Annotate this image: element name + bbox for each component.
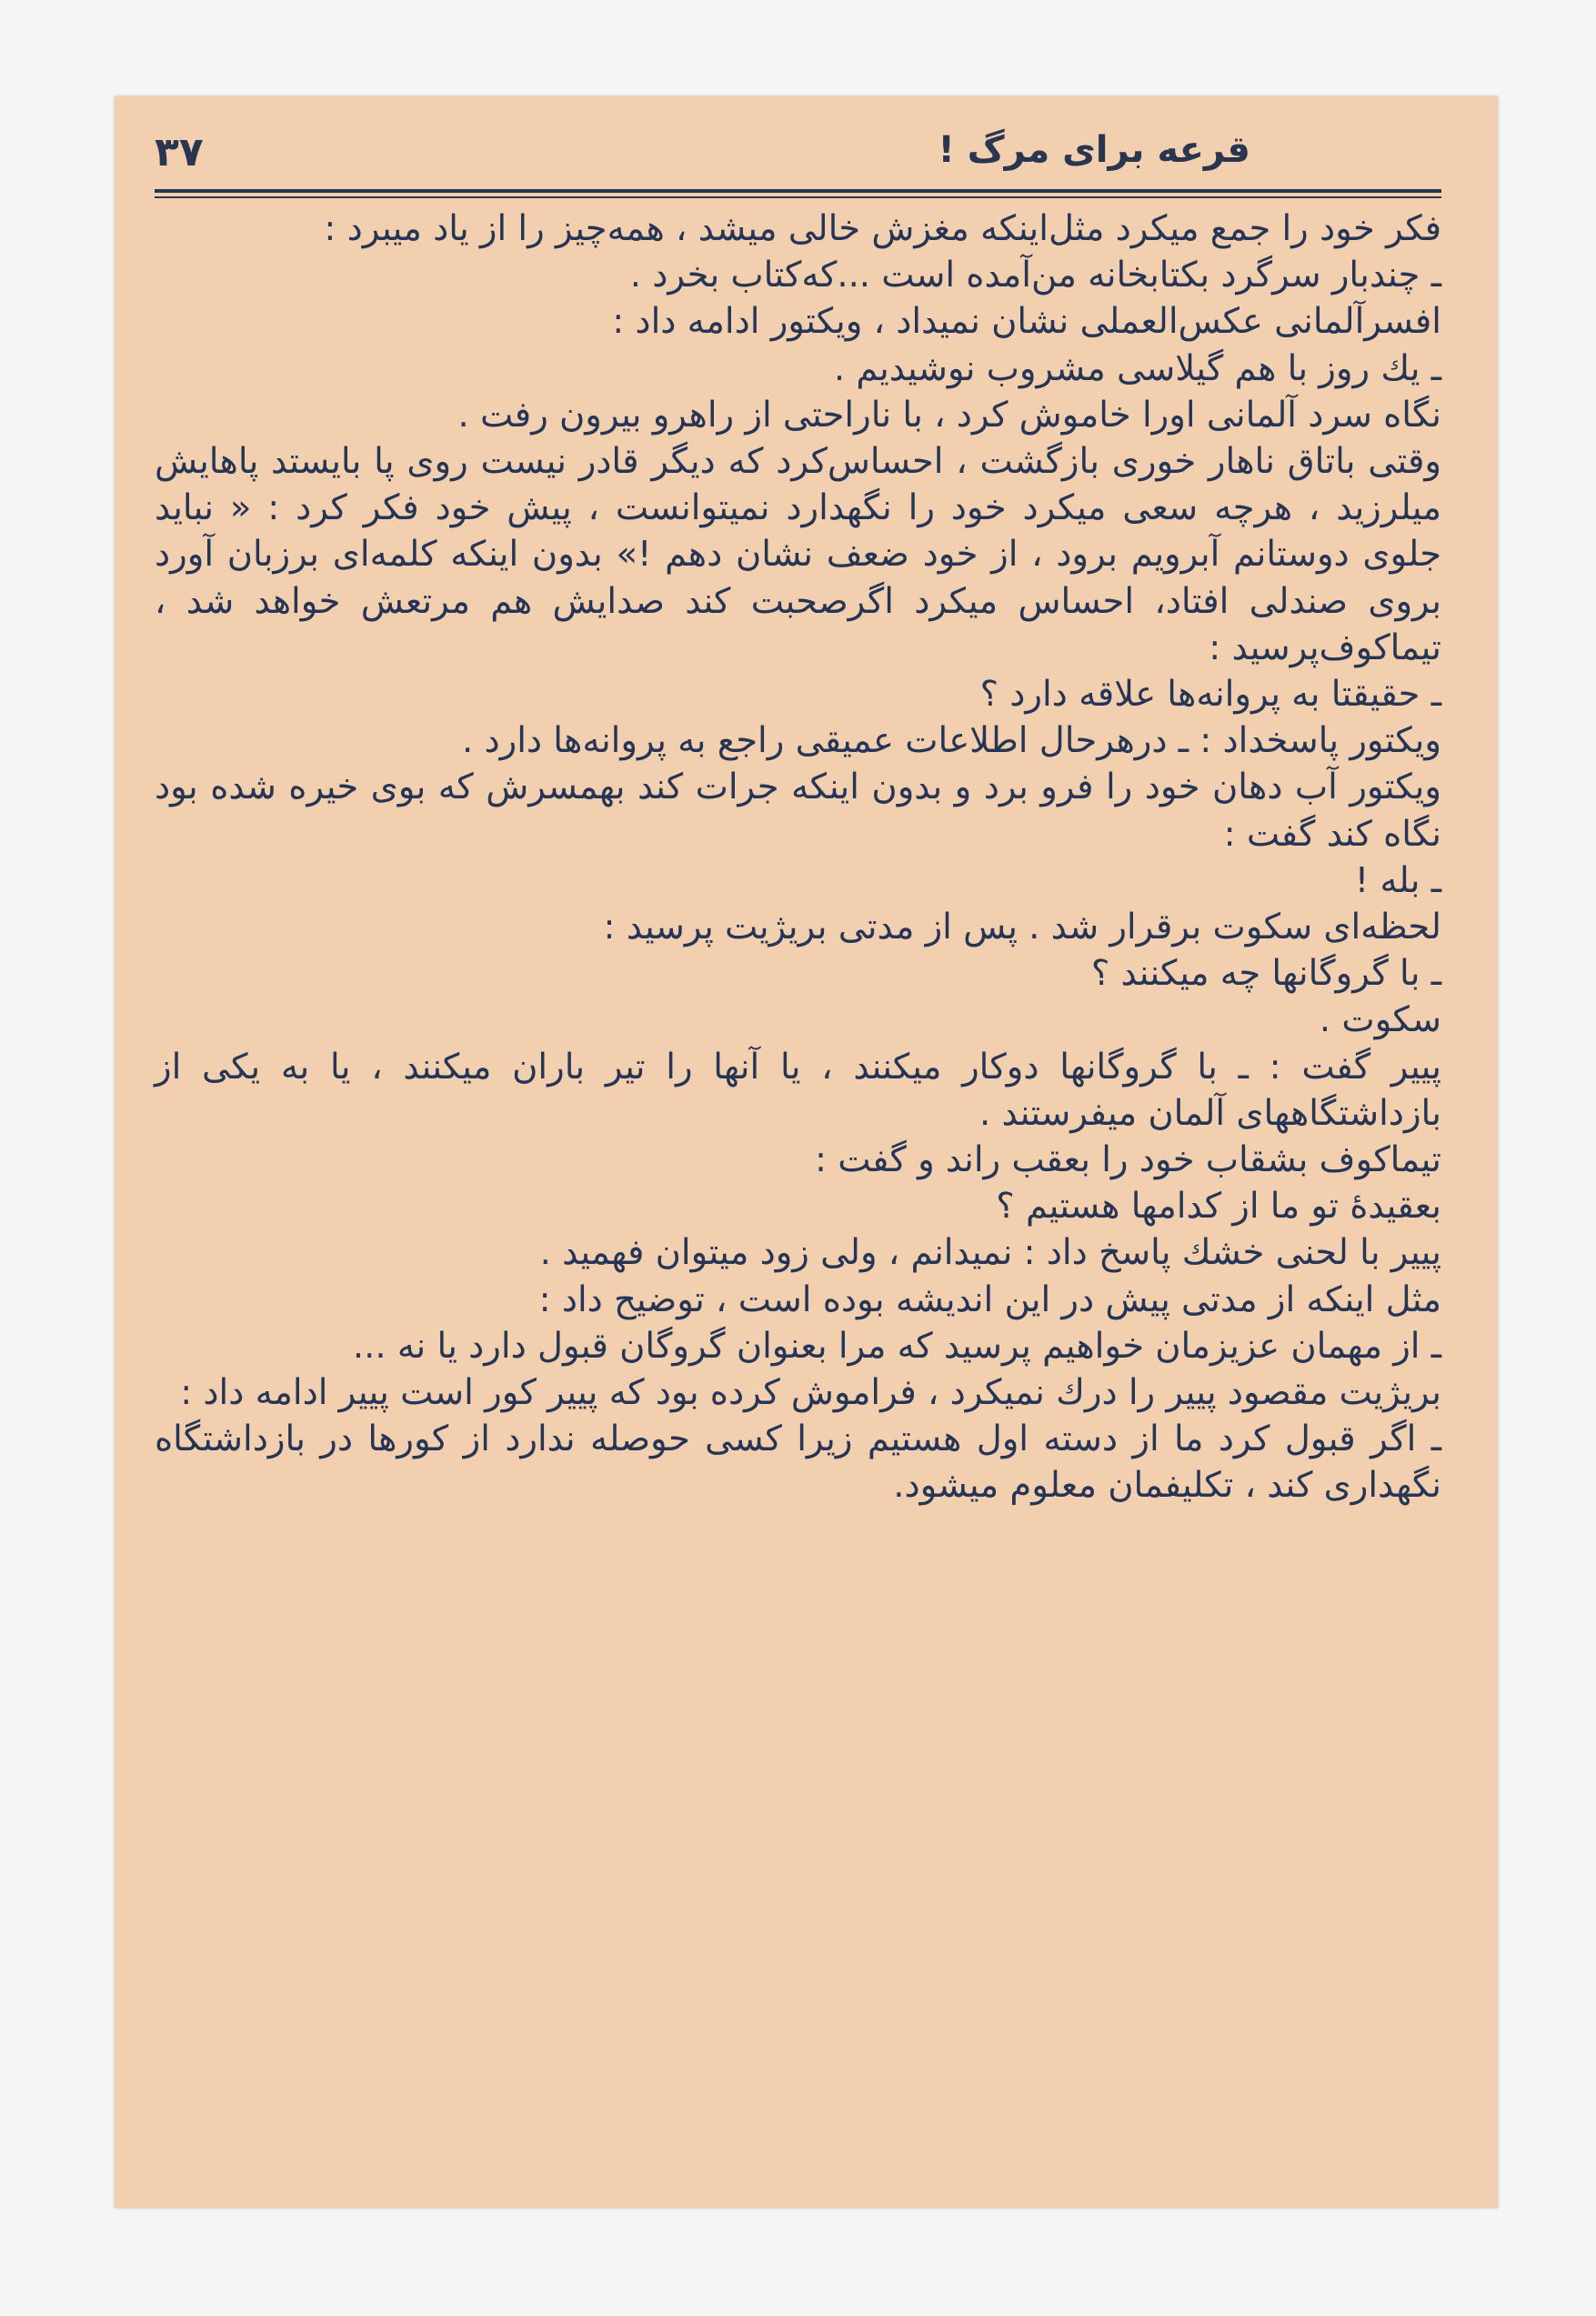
page-number: ۳۷ (155, 129, 204, 175)
body-text (155, 206, 1441, 1509)
paragraph: فکر خود را جمع میکرد مثل‌اینکه مغزش خالی میشد ، همه‌چیز را از یاد میبرد : (324, 208, 1441, 249)
paragraph: بریژیت مقصود پییر را درك نمیکرد ، فراموش کرده بود که پییر کور است پییر ادامه داد : (180, 1372, 1441, 1414)
paragraph: ـ حقیقتا به پروانه‌ها علاقه دارد ؟ (979, 674, 1441, 716)
paragraph: ـ با گروگانها چه میکنند ؟ (1090, 953, 1441, 995)
page-header (155, 129, 1441, 184)
paragraph: پییر با لحنی خشك پاسخ داد : نمیدانم ، ولی زود میتوان فهمید . (539, 1232, 1441, 1274)
paragraph: وقتی باتاق ناهار خوری بازگشت ، احساس‌کرد که دیگر قادر نیست روی پا بایستد پاهایش میلرزید ، هرچه سعی میکرد خود را نگهدارد نمیتوانست ، پیش خود فکر کرد : « نباید جلوی دوستانم آبرویم برود ، از خود ضعف نشان دهم !» بدون اینکه کلمه‌ای برزبان آورد بروی صندلی افتاد، احساس میکرد اگرصحبت کند صدایش هم مرتعش خواهد شد ، تیماکوف‌پرسید : (155, 441, 1441, 668)
paragraph: ـ از مهمان عزیزمان خواهیم پرسید که مرا بعنوان گروگان قبول دارد یا نه ... (352, 1325, 1441, 1367)
paragraph: ـ بله ! (1354, 859, 1441, 901)
paragraph: بعقیدهٔ تو ما از کدامها هستیم ؟ (996, 1186, 1441, 1228)
paragraph: تیماکوف بشقاب خود را بعقب راند و گفت : (815, 1139, 1441, 1181)
paragraph: نگاه سرد آلمانی اورا خاموش کرد ، با ناراحتی از راهرو بیرون رفت . (457, 394, 1441, 436)
paragraph: ـ یك روز با هم گیلاسی مشروب نوشیدیم . (833, 347, 1441, 389)
paragraph: ویکتور پاسخداد : ـ درهرحال اطلاعات عمیقی راجع به پروانه‌ها دارد . (462, 720, 1441, 762)
paragraph: ـ اگر قبول کرد ما از دسته اول هستیم زیرا کسی حوصله ندارد از کورها در بازداشتگاه نگهداری کند ، تکلیفمان معلوم میشود. (155, 1419, 1441, 1507)
paragraph: افسرآلمانی عکس‌العملی نشان نمیداد ، ویکتور ادامه داد : (612, 301, 1441, 343)
paragraph: سکوت . (1319, 999, 1441, 1041)
paragraph: مثل اینکه از مدتی پیش در این اندیشه بوده است ، توضیح داد : (538, 1278, 1441, 1320)
paragraph: ویکتور آب دهان خود را فرو برد و بدون اینکه جرات کند بهمسرش که بوی خیره شده بود نگاه کند گفت : (155, 767, 1441, 855)
paragraph: پییر گفت : ـ با گروگانها دوکار میکنند ، یا آنها را تیر باران میکنند ، یا به یکی از بازداشتگاههای آلمان میفرستند . (155, 1046, 1441, 1134)
paragraph: لحظه‌ای سکوت برقرار شد . پس از مدتی بریژیت پرسید : (603, 907, 1441, 948)
header-rule (155, 189, 1441, 198)
paragraph: ـ چندبار سرگرد بکتابخانه من‌آمده است ...که‌کتاب بخرد . (629, 255, 1441, 296)
running-title: قرعه برای مرگ ! (938, 129, 1250, 171)
